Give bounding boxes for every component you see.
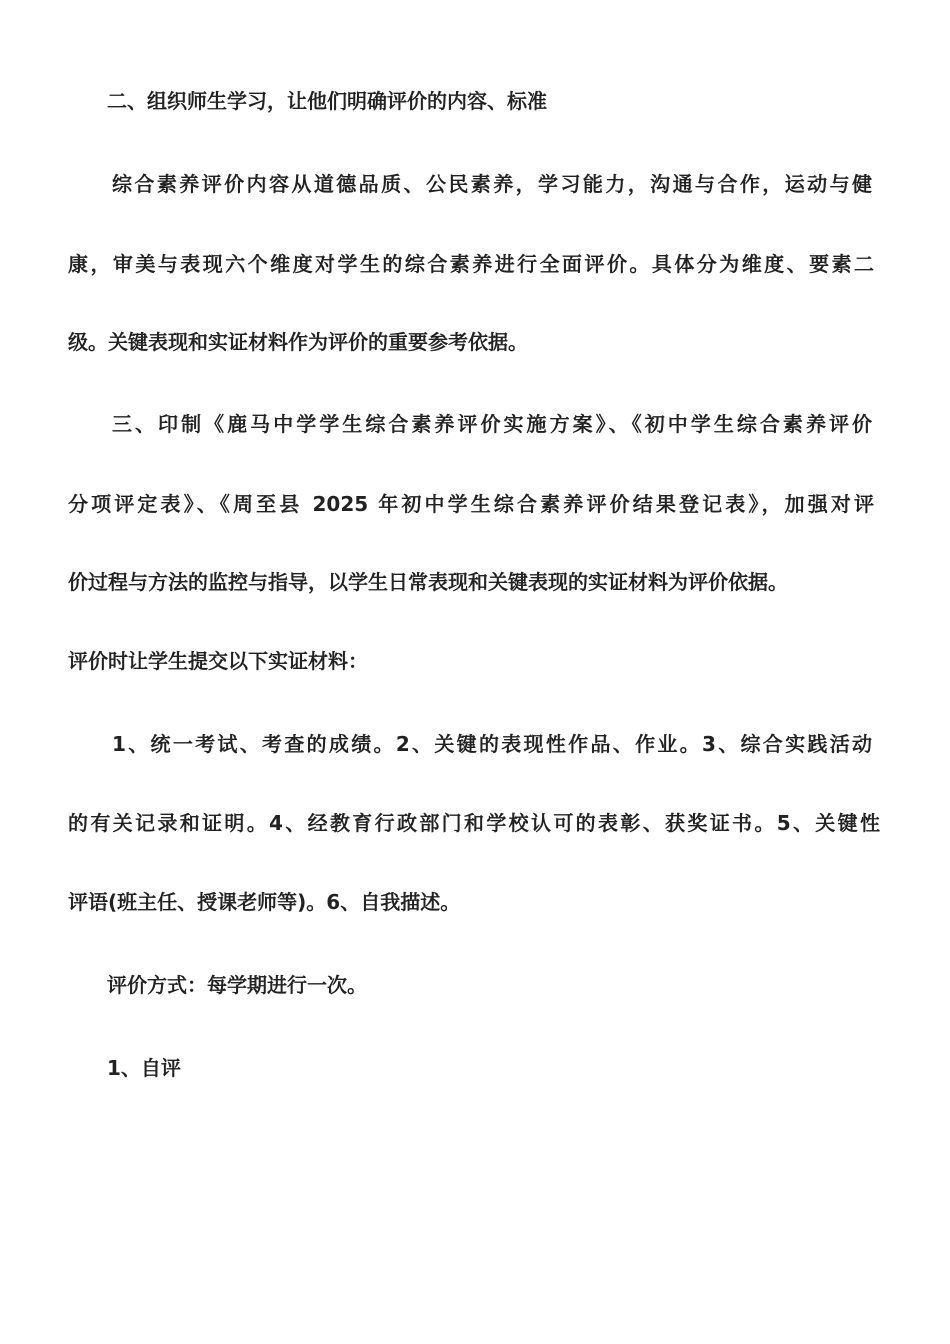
- section-3-paragraph-line-2: 分项评定表》、《周至县 2025 年初中学生综合素养评价结果登记表》，加强对评: [68, 492, 874, 516]
- evaluation-method-label: 评价方式：每学期进行一次。: [107, 973, 367, 997]
- section-2-heading: 二、组织师生学习，让他们明确评价的内容、标准: [107, 89, 547, 113]
- materials-list-line-1: 1、统一考试、考查的成绩。2、关键的表现性作品、作业。3、综合实践活动: [112, 732, 872, 756]
- section-3-paragraph-line-1: 三、印制《鹿马中学学生综合素养评价实施方案》、《初中学生综合素养评价: [112, 412, 872, 436]
- section-3-paragraph-line-3: 价过程与方法的监控与指导，以学生日常表现和关键表现的实证材料为评价依据。: [68, 570, 788, 594]
- materials-list-line-2: 的有关记录和证明。4、经教育行政部门和学校认可的表彰、获奖证书。5、关键性: [68, 811, 880, 835]
- section-3-paragraph-line-4: 评价时让学生提交以下实证材料：: [68, 649, 368, 673]
- section-2-paragraph-line-2: 康，审美与表现六个维度对学生的综合素养进行全面评价。具体分为维度、要素二: [68, 252, 874, 276]
- materials-list-line-3: 评语(班主任、授课老师等)。6、自我描述。: [68, 890, 461, 914]
- section-2-paragraph-line-3: 级。关键表现和实证材料作为评价的重要参考依据。: [68, 330, 528, 354]
- section-2-paragraph-line-1: 综合素养评价内容从道德品质、公民素养，学习能力，沟通与合作，运动与健: [112, 172, 872, 196]
- self-evaluation-item: 1、自评: [107, 1056, 181, 1080]
